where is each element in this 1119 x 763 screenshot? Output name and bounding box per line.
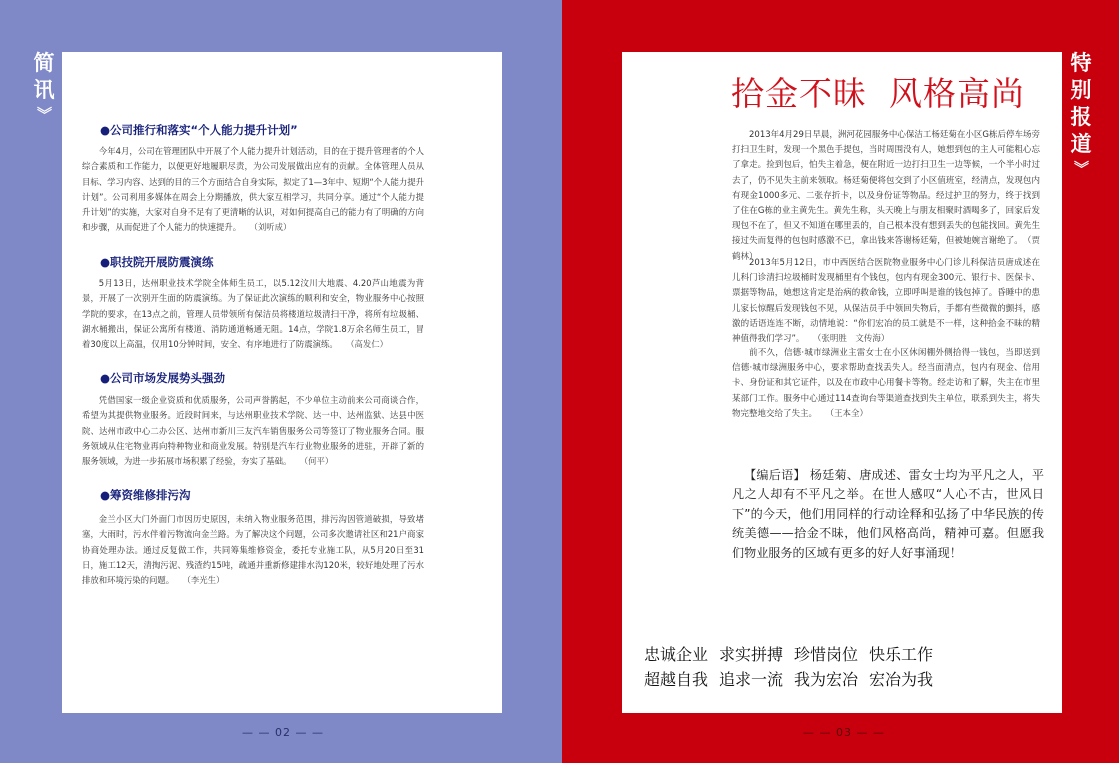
headline-part: 风格高尚 [889, 74, 1025, 113]
article-text: 凭借国家一级企业资质和优质服务，公司声誉鹊起，不少单位主动前来公司商谈合作，希望为其提供物业服务。近段时间来，与达州职业技术学院、达一中、达州监狱、达县中医院、达州市政中心二办公区、达州市新川三友汽车销售服务公司等签订了物业服务合同。服务领域从住宅物业再向特种物业和商业发展。特别是汽车行业物业服务的进驻，开辟了新的服务领域，为进一步拓展市场积累了经验，夯实了基础。 [82, 395, 424, 467]
article-author: （高发仁） [350, 339, 389, 350]
article-text: 5月13日，达州职业技术学院全体师生员工，以5.12汶川大地震、4.20芦山地震为背景，开展了一次别开生面的防震演练。为了保证此次演练的顺利和安全，物业服务中心按照学院的要求，在13点之前，管理人员带领所有保洁员将楼道垃圾清扫干净，将所有垃圾桶、湖水桶搬出，保证公寓所有楼道、消防通道畅通无阻。14点，学院1.8万余名师生员工，冒着30度以上高温，仅用10分钟时间，安全、有序地进行了防震演练。 [82, 278, 424, 350]
article-title: ●公司市场发展势头强劲 [100, 371, 226, 385]
headline-part: 拾金不昧 [731, 74, 867, 113]
section-label-char: 讯 [33, 78, 55, 102]
article-body [82, 144, 424, 236]
article-title: ●筹资维修排污沟 [100, 488, 191, 502]
paragraph-author: （王本全） [829, 408, 869, 419]
article-author: （李光生） [186, 575, 225, 586]
chevron-down-icon: 》 [1072, 160, 1090, 176]
slogan-item: 珍惜岗位 [794, 645, 859, 664]
editor-note: 【编后语】 杨廷菊、唐成述、雷女士均为平凡之人，平凡之人却有不平凡之举。在世人感叹“人心不古，世风日下”的今天，他们用同样的行动诠释和弘扬了中华民族的传统美德——拾金不昧，他们风格高尚，精神可嘉。但愿我们物业服务的区域有更多的好人好事涌现！ [732, 468, 1044, 560]
article-body [82, 512, 424, 588]
page-number: — — 02 — — [242, 726, 324, 739]
section-label-char: 特 [1070, 51, 1092, 75]
article-body [82, 276, 424, 352]
feature-paragraph [732, 346, 1040, 422]
slogan-item: 追求一流 [719, 670, 784, 689]
section-label-char: 别 [1070, 78, 1092, 102]
article-title: ●职技院开展防震演练 [100, 255, 214, 269]
slogan-item: 忠诚企业 [644, 645, 709, 664]
paragraph-text: 前不久，信德·城市绿洲业主雷女士在小区休闲棚外侧拾得一钱包，当即送到信德·城市绿洲服务中心，要求帮助查找丢失人。经当面清点，包内有现金、信用卡、身份证和其它证件，以及在市政中心用餐卡等物。经走访和了解，失主在市里某部门工作。服务中心通过114查询台等渠道查找到失主单位，联系到失主，将失物完整地交给了失主。 [732, 348, 1040, 419]
article-author: （刘听成） [253, 222, 292, 233]
chevron-down-icon: 》 [35, 106, 53, 122]
feature-headline [731, 68, 1051, 115]
left-section-tag [31, 50, 57, 122]
right-section-tag [1068, 50, 1094, 176]
slogan-item: 我为宏冶 [794, 670, 859, 689]
section-label-char: 道 [1070, 132, 1092, 156]
article-author: （何平） [303, 456, 334, 467]
paragraph-author: （张明胜 文传海） [817, 334, 890, 345]
feature-paragraph [732, 128, 1040, 265]
section-label-char: 简 [33, 51, 55, 75]
slogan-item: 求实拼搏 [719, 645, 784, 664]
page-number: — — 03 — — [803, 726, 885, 739]
feature-paragraph [732, 256, 1040, 347]
article-text: 今年4月，公司在管理团队中开展了个人能力提升计划活动，目的在于提升管理者的个人综合素质和工作能力，以便更好地履职尽责，为公司发展做出应有的贡献。全体管理人员从目标、学习内容、达到的目的三个方面结合自身实际，拟定了1—3年中、短期“个人能力提升计划”。公司利用多媒体在周会上分期播放，供大家互相学习，共同分享。通过“个人能力提升计划”的实施，大家对自身不足有了更清晰的认识，对如何提高自己的能力有了明确的方向和步骤，从而促进了个人能力的快速提升。 [82, 146, 424, 233]
slogan-item: 快乐工作 [869, 645, 934, 664]
article-text: 金兰小区大门外面门市因历史原因，未纳入物业服务范围，排污沟因管道破损，导致堵塞，大雨时，污水伴着污物流向金兰路。为了解决这个问题，公司多次邀请社区和21户商家协商处理办法。通过反复做工作，共同筹集维修资金，委托专业施工队，从5月20日至31日，施工12天，清掏污泥、残渣约15吨，疏通并重新修建排水沟120米，较好地处理了污水排放和环境污染的问题。 [82, 514, 424, 586]
slogan-item: 宏冶为我 [869, 670, 934, 689]
paragraph-text: 2013年4月29日早晨，洲河花园服务中心保洁工杨廷菊在小区G栋后停车场旁打扫卫生时，发现一个黑色手提包，当时周围没有人，她想到包的主人可能粗心忘了拿走。捡到包后，怕失主着急，便在附近一边打扫卫生一边等候，一个半小时过去了，仍不见失主前来领取。杨廷菊便将包交到了小区值班室，经清点，发现包内有现金1000多元、二张存折卡，以及身份证等物品。经过护卫的努力，终于找到了住在G栋的业主黄先生。黄先生称，头天晚上与朋友相聚时酒喝多了，回家后发现包不在了，但又不知道在哪里丢的，自己根本没有想到丢失的包能找回。黄先生接过失而复得的包包时感激不已，拿出钱来答谢杨廷菊，但被她婉言谢绝了。 [732, 130, 1040, 247]
article-body [82, 393, 424, 469]
slogan-row [644, 642, 1024, 665]
slogan-row [644, 667, 1024, 690]
article-title: ●公司推行和落实“个人能力提升计划” [100, 123, 298, 137]
paragraph-author: （贾鹤林） [732, 236, 1040, 262]
paragraph-text: 2013年5月12日，市中西医结合医院物业服务中心门诊儿科保洁员唐成述在儿科门诊清扫垃圾桶时发现桶里有个钱包，包内有现金300元、银行卡、医保卡、票据等物品，她想这肯定是治病的救命钱，立即呼叫是谁的钱包掉了。昏睡中的患儿家长惊醒后发现钱包不见，从保洁员手中领回失物后，手都有些微微的颤抖，感激的话语连连不断，动情地说：“你们宏冶的员工就是不一样，这种拾金不昧的精神值得我们学习”。 [732, 258, 1040, 345]
slogan-item: 超越自我 [644, 670, 709, 689]
section-label-char: 报 [1070, 105, 1092, 129]
